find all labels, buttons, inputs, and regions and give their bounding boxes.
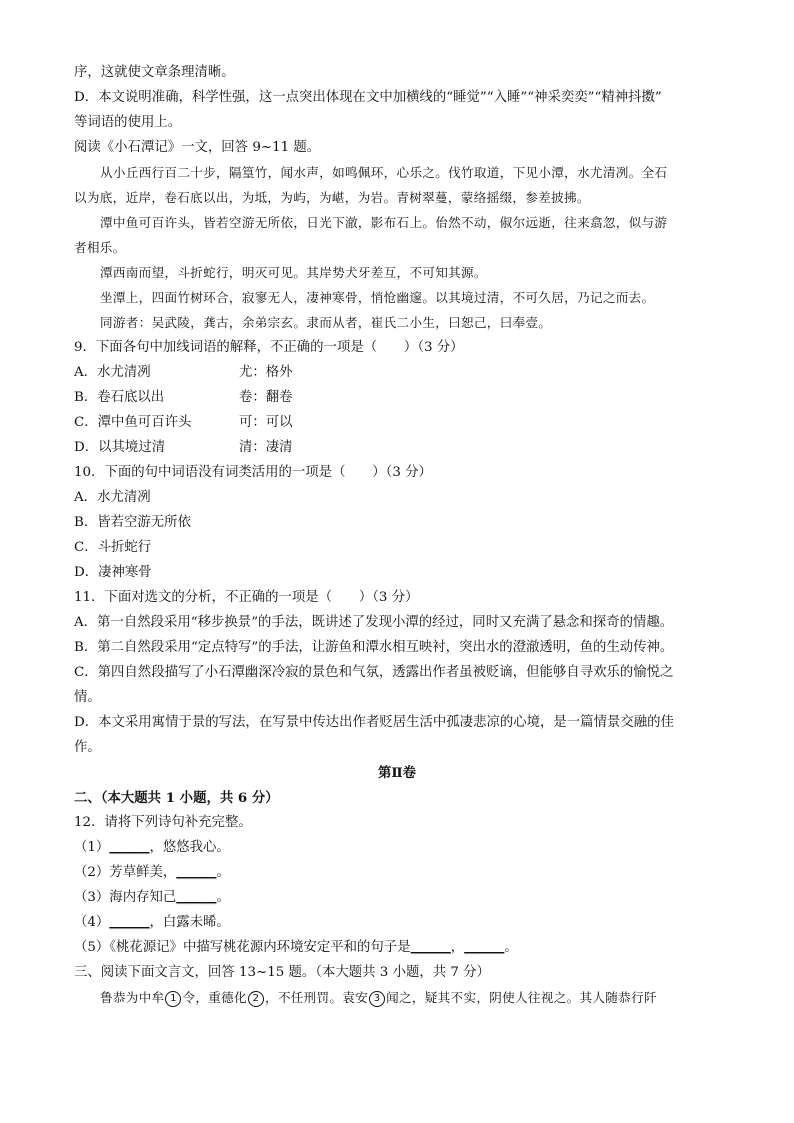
answer-blank[interactable]: ______ [410, 940, 451, 955]
passage-line: 者相乐。 [74, 240, 126, 255]
passage-text: 令，重德化 [182, 990, 247, 1005]
answer-blank[interactable]: ______ [464, 940, 505, 955]
question-9-option-d [74, 438, 293, 458]
item-text: （2）芳草鲜美， [74, 865, 177, 880]
item-text: 。 [216, 890, 230, 905]
item-text: 。 [216, 865, 230, 880]
part-title: 第Ⅱ卷 [377, 765, 417, 781]
question-11-stem: 11．下面对选文的分析，不正确的一项是（ ）（3 分） [74, 590, 419, 605]
item-text: ，悠悠我心。 [149, 840, 230, 855]
passage-line: 潭西南而望，斗折蛇行，明灭可见。其岸势犬牙差互，不可知其源。 [100, 265, 487, 280]
option-note: 卷：翻卷 [239, 390, 293, 405]
item-text: 。 [504, 940, 518, 955]
question-11-option-c-cont: 情。 [74, 690, 101, 705]
section-heading: 三、阅读下面文言文，回答 13~15 题。（本大题共 3 小题，共 7 分） [74, 965, 490, 980]
footnote-marker: 3 [369, 991, 385, 1007]
question-11-option-d-cont: 作。 [74, 740, 101, 755]
question-11-option-a: A．第一自然段采用“移步换景”的手法，既讲述了发现小潭的经过，同时又充满了悬念和探奇的情趣。 [74, 615, 674, 630]
question-9-option-a [74, 363, 293, 383]
question-11-option-d: D．本文采用寓情于景的写法，在写景中传达出作者贬居生活中孤凄悲凉的心境，是一篇情景交融的佳 [74, 715, 674, 730]
poem-item-1 [74, 838, 230, 858]
option-note: 可：可以 [239, 415, 293, 430]
footnote-marker: 1 [165, 991, 181, 1007]
classical-passage-line [100, 988, 657, 1008]
answer-blank[interactable]: ______ [109, 915, 150, 930]
answer-blank[interactable]: ______ [176, 890, 217, 905]
question-10-stem: 10．下面的句中词语没有词类活用的一项是（ ）（3 分） [74, 465, 432, 480]
option-text: D．以其境过清 [74, 440, 166, 455]
question-10-option-c: C．斗折蛇行 [74, 540, 152, 555]
passage-line: 同游者：吴武陵，龚古，余弟宗玄。隶而从者，崔氏二小生，曰恕己，曰奉壹。 [100, 315, 552, 330]
poem-item-5 [74, 938, 518, 958]
poem-item-3 [74, 888, 230, 908]
question-12-stem: 12．请将下列诗句补充完整。 [74, 815, 252, 830]
question-10-option-a: A．水尤清冽 [74, 490, 151, 505]
passage-line: 从小丘西行百二十步，隔篁竹，闻水声，如鸣佩环，心乐之。伐竹取道，下见小潭，水尤清冽。全石 [100, 165, 668, 180]
item-text: ，白露未晞。 [149, 915, 230, 930]
option-note: 清：凄清 [239, 440, 293, 455]
answer-blank[interactable]: ______ [109, 840, 150, 855]
poem-item-4 [74, 913, 230, 933]
option-note: 尤：格外 [239, 365, 293, 380]
option-d-previous: D．本文说明准确，科学性强，这一点突出体现在文中加横线的“睡觉”“入睡”“神采奕奕”“精神抖擞” [74, 90, 662, 105]
item-text: （3）海内存知己 [74, 890, 177, 905]
footnote-marker: 2 [248, 991, 264, 1007]
reading-instruction: 阅读《小石潭记》一文，回答 9~11 题。 [74, 140, 321, 155]
question-10-option-d: D．凄神寒骨 [74, 565, 152, 580]
question-9-stem: 9．下面各句中加线词语的解释，不正确的一项是（ ）（3 分） [74, 340, 464, 355]
passage-line: 潭中鱼可百许头，皆若空游无所依，日光下澈，影布石上。佁然不动，俶尔远逝，往来翕忽，似与游 [100, 215, 668, 230]
poem-item-2 [74, 863, 230, 883]
question-11-option-b: B．第二自然段采用“定点特写”的手法，让游鱼和潭水相互映衬，突出水的澄澈透明，鱼的生动传神。 [74, 640, 674, 655]
item-number: （1） [74, 840, 110, 855]
question-9-option-c [74, 413, 293, 433]
answer-blank[interactable]: ______ [176, 865, 217, 880]
text-line: 序，这就使文章条理清晰。 [74, 65, 235, 80]
question-11-option-c: C．第四自然段描写了小石潭幽深冷寂的景色和气氛，透露出作者虽被贬谪，但能够自寻欢乐的愉悦之 [74, 665, 674, 680]
option-text: C．潭中鱼可百许头 [74, 415, 192, 430]
item-text: （5）《桃花源记》中描写桃花源内环境安定平和的句子是 [74, 940, 411, 955]
item-number: （4） [74, 915, 110, 930]
option-text: A．水尤清冽 [74, 365, 151, 380]
passage-line: 坐潭上，四面竹树环合，寂寥无人，凄神寒骨，悄怆幽邃。以其境过清，不可久居，乃记之而去。 [100, 290, 655, 305]
section-heading: 二、（本大题共 1 小题，共 6 分） [74, 790, 279, 806]
question-9-option-b [74, 388, 293, 408]
passage-text: ，不任刑罚。袁安 [264, 990, 369, 1005]
option-text: B．卷石底以出 [74, 390, 165, 405]
question-10-option-b: B．皆若空游无所依 [74, 515, 191, 530]
item-text: ， [450, 940, 465, 955]
passage-text: 闻之，疑其不实，阴使人往视之。其人随恭行阡 [386, 990, 657, 1005]
passage-text: 鲁恭为中牟 [100, 990, 165, 1005]
passage-line: 以为底，近岸，卷石底以出，为坻，为屿，为嵁，为岩。青树翠蔓，蒙络摇缀，参差披拂。 [74, 190, 590, 205]
text-line: 等词语的使用上。 [74, 115, 182, 130]
